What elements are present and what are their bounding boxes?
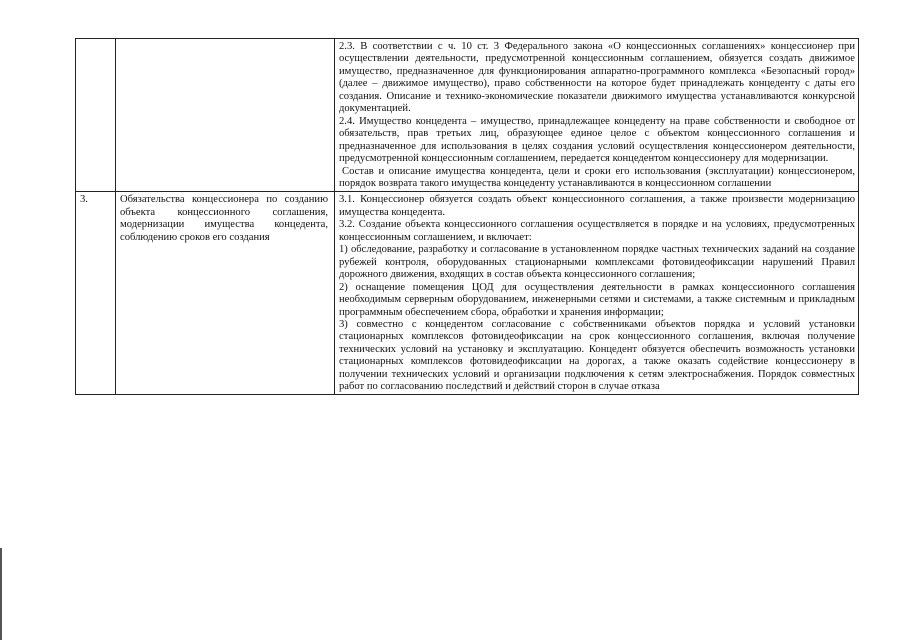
paragraph: 3.1. Концессионер обязуется создать объект концессионного соглашения, а также произвести модернизацию имущества концедента. [339, 194, 855, 218]
row-number-cell [76, 39, 116, 192]
row-name: Обязательства концессионера по созданию объекта концессионного соглашения, модернизации имущества концедента, соблюдению сроков его создания [120, 194, 328, 243]
row-content-cell [335, 39, 859, 192]
row-number: 3. [80, 194, 88, 206]
concession-terms-table [75, 38, 859, 395]
scan-edge-line [0, 548, 2, 640]
paragraph: 3.2. Создание объекта концессионного соглашения осуществляется в порядке и на условиях, предусмотренных концессионным соглашением, и включает: [339, 219, 855, 243]
table-row [76, 192, 859, 394]
paragraph: 2.4. Имущество концедента – имущество, принадлежащее концеденту на праве собственности и свободное от обязательств, прав третьих лиц, образующее единое целое с объектом концессионного соглашения и предназначенное для использования в целях создания условий осуществления концессионером деятельности, предусмотренной концессионным соглашением, передается концедентом концессионеру для модернизации. [339, 115, 855, 165]
paragraph: 1) обследование, разработку и согласование в установленном порядке частных технических заданий на создание рубежей контроля, оборудованных стационарными комплексами фотовидеофиксации нарушений Правил дорожного движения, входящих в состав объекта концессионного соглашения; [339, 244, 855, 281]
row-number-cell [76, 192, 116, 394]
paragraph: Состав и описание имущества концедента, цели и сроки его использования (эксплуатации) концессионером, порядок возврата такого имущества концеденту устанавливаются в концессионном соглашении [339, 165, 855, 189]
paragraph: 2) оснащение помещения ЦОД для осуществления деятельности в рамках концессионного соглашения необходимым серверным оборудованием, инженерными сетями и системами, а также системным и прикладным программным обеспечением сбора, обработки и хранения информации; [339, 281, 855, 318]
paragraph: 2.3. В соответствии с ч. 10 ст. 3 Федерального закона «О концессионных соглашениях» концессионер при осуществлении деятельности, предусмотренной концессионным соглашением, обязуется создать движимое имущество, предназначенное для функционирования аппаратно-программного комплекса «Безопасный город» (далее – движимое имущество), право собственности на которое будет принадлежать концеденту с даты его создания. Описание и технико-экономические показатели движимого имущества устанавливаются конкурсной документацией. [339, 41, 855, 115]
row-content-cell [335, 192, 859, 394]
row-name-cell [116, 39, 335, 192]
paragraph: 3) совместно с концедентом согласование с собственниками объектов порядка и условий установки стационарных комплексов фотовидеофиксации на срок концессионного соглашения, включая получение технических условий на установку и эксплуатацию. Концедент обязуется обеспечить возможность установки стационарных комплексов фотовидеофиксации на дорогах, а также оказать содействие концессионеру в получении технических условий и организации подключения к сетям электроснабжения. Порядок совместных работ по согласованию последствий и действий сторон в случае отказа [339, 318, 855, 393]
table-row [76, 39, 859, 192]
row-name-cell [116, 192, 335, 394]
